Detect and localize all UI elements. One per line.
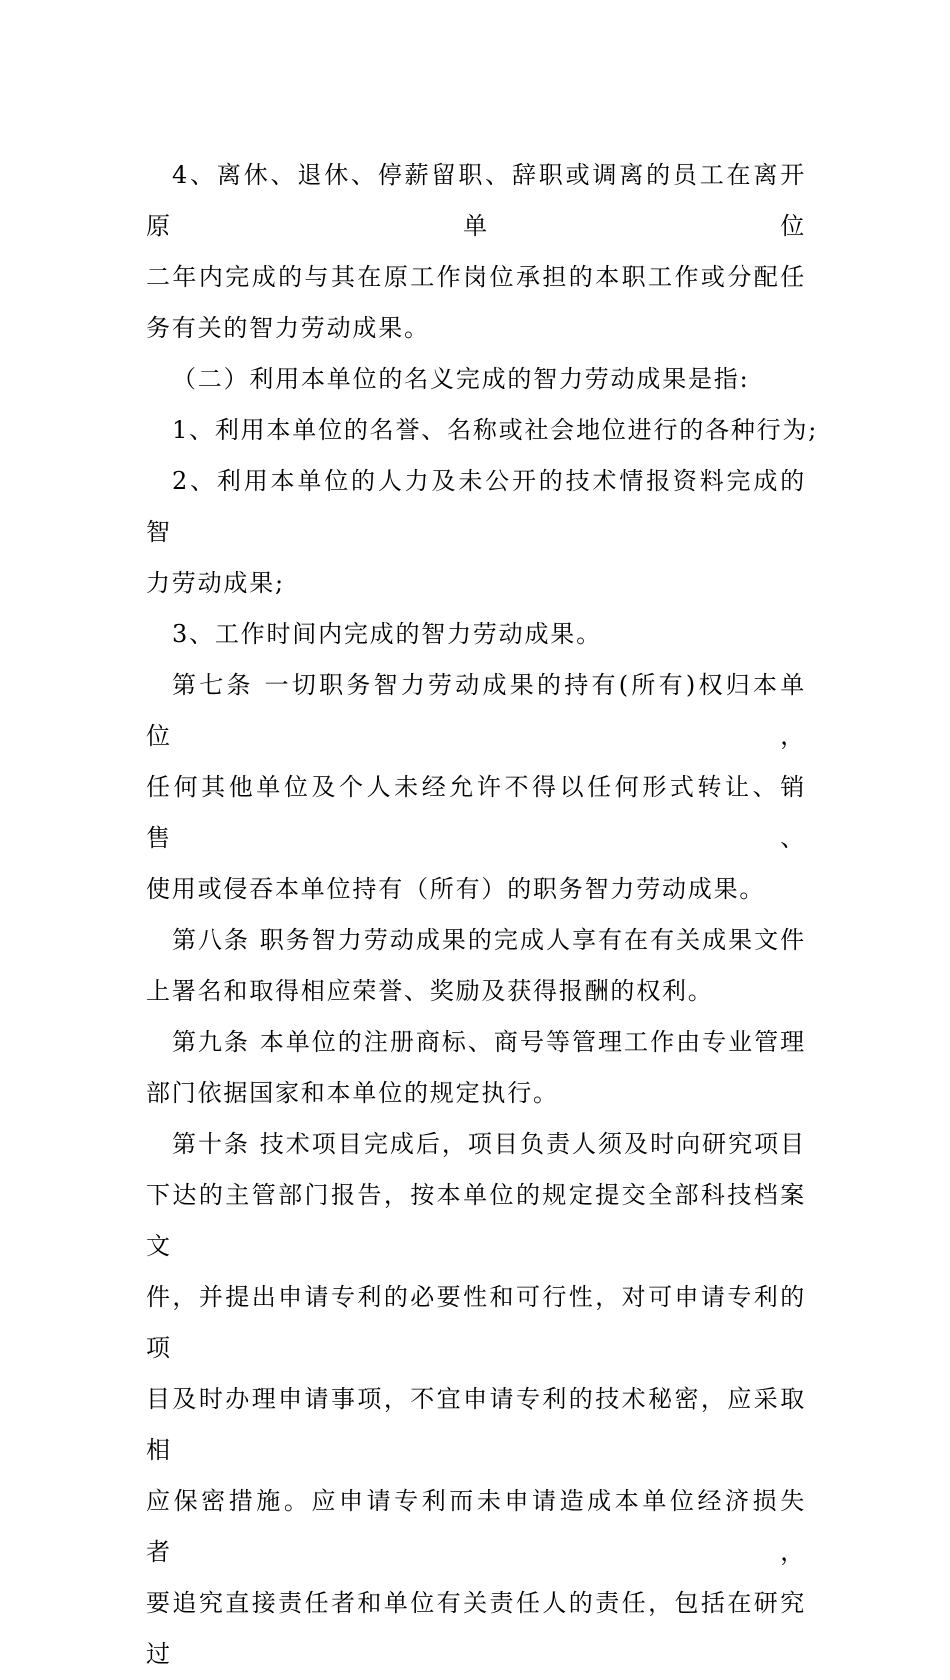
text-line: 件，并提出申请专利的必要性和可行性，对可申请专利的项 [146, 1283, 806, 1362]
text-line: 任何其他单位及个人未经允许不得以任何形式转让、销售、 [146, 773, 806, 852]
text-line: 使用或侵吞本单位持有（所有）的职务智力劳动成果。 [146, 875, 766, 903]
paragraph-item-2 [146, 456, 806, 609]
text-line: 二年内完成的与其在原工作岗位承担的本职工作或分配任 [146, 263, 806, 291]
paragraph-item-3 [146, 609, 806, 660]
text-line: 3、工作时间内完成的智力劳动成果。 [172, 620, 602, 648]
text-line: 上署名和取得相应荣誉、奖励及获得报酬的权利。 [146, 977, 714, 1005]
text-line: 目及时办理申请事项，不宜申请专利的技术秘密，应采取相 [146, 1385, 806, 1464]
text-line: 下达的主管部门报告，按本单位的规定提交全部科技档案文 [146, 1181, 806, 1260]
text-line: （二）利用本单位的名义完成的智力劳动成果是指: [172, 365, 750, 393]
paragraph-section-2-heading [146, 354, 806, 405]
text-line: 务有关的智力劳动成果。 [146, 314, 430, 342]
paragraph-article-8 [146, 915, 806, 1017]
text-line: 第八条 职务智力劳动成果的完成人享有在有关成果文件 [172, 926, 806, 954]
paragraph-article-10 [146, 1119, 806, 1680]
text-line: 1、利用本单位的名誉、名称或社会地位进行的各种行为; [172, 416, 819, 444]
text-line: 第十条 技术项目完成后，项目负责人须及时向研究项目 [172, 1130, 806, 1158]
text-line: 2、利用本单位的人力及未公开的技术情报资料完成的智 [146, 467, 806, 546]
text-line: 应保密措施。应申请专利而未申请造成本单位经济损失者， [146, 1487, 806, 1566]
paragraph-article-7 [146, 660, 806, 915]
paragraph-item-1 [146, 405, 819, 456]
paragraph-article-9 [146, 1017, 806, 1119]
text-line: 要追究直接责任者和单位有关责任人的责任，包括在研究过 [146, 1589, 806, 1668]
text-line: 力劳动成果; [146, 569, 285, 597]
text-line: 部门依据国家和本单位的规定执行。 [146, 1079, 559, 1107]
text-line: 第七条 一切职务智力劳动成果的持有(所有)权归本单位， [146, 671, 806, 750]
paragraph-item-4 [146, 150, 806, 354]
document-body [146, 150, 819, 1680]
text-line: 第九条 本单位的注册商标、商号等管理工作由专业管理 [172, 1028, 806, 1056]
text-line: 4、离休、退休、停薪留职、辞职或调离的员工在离开原单位 [146, 161, 806, 240]
